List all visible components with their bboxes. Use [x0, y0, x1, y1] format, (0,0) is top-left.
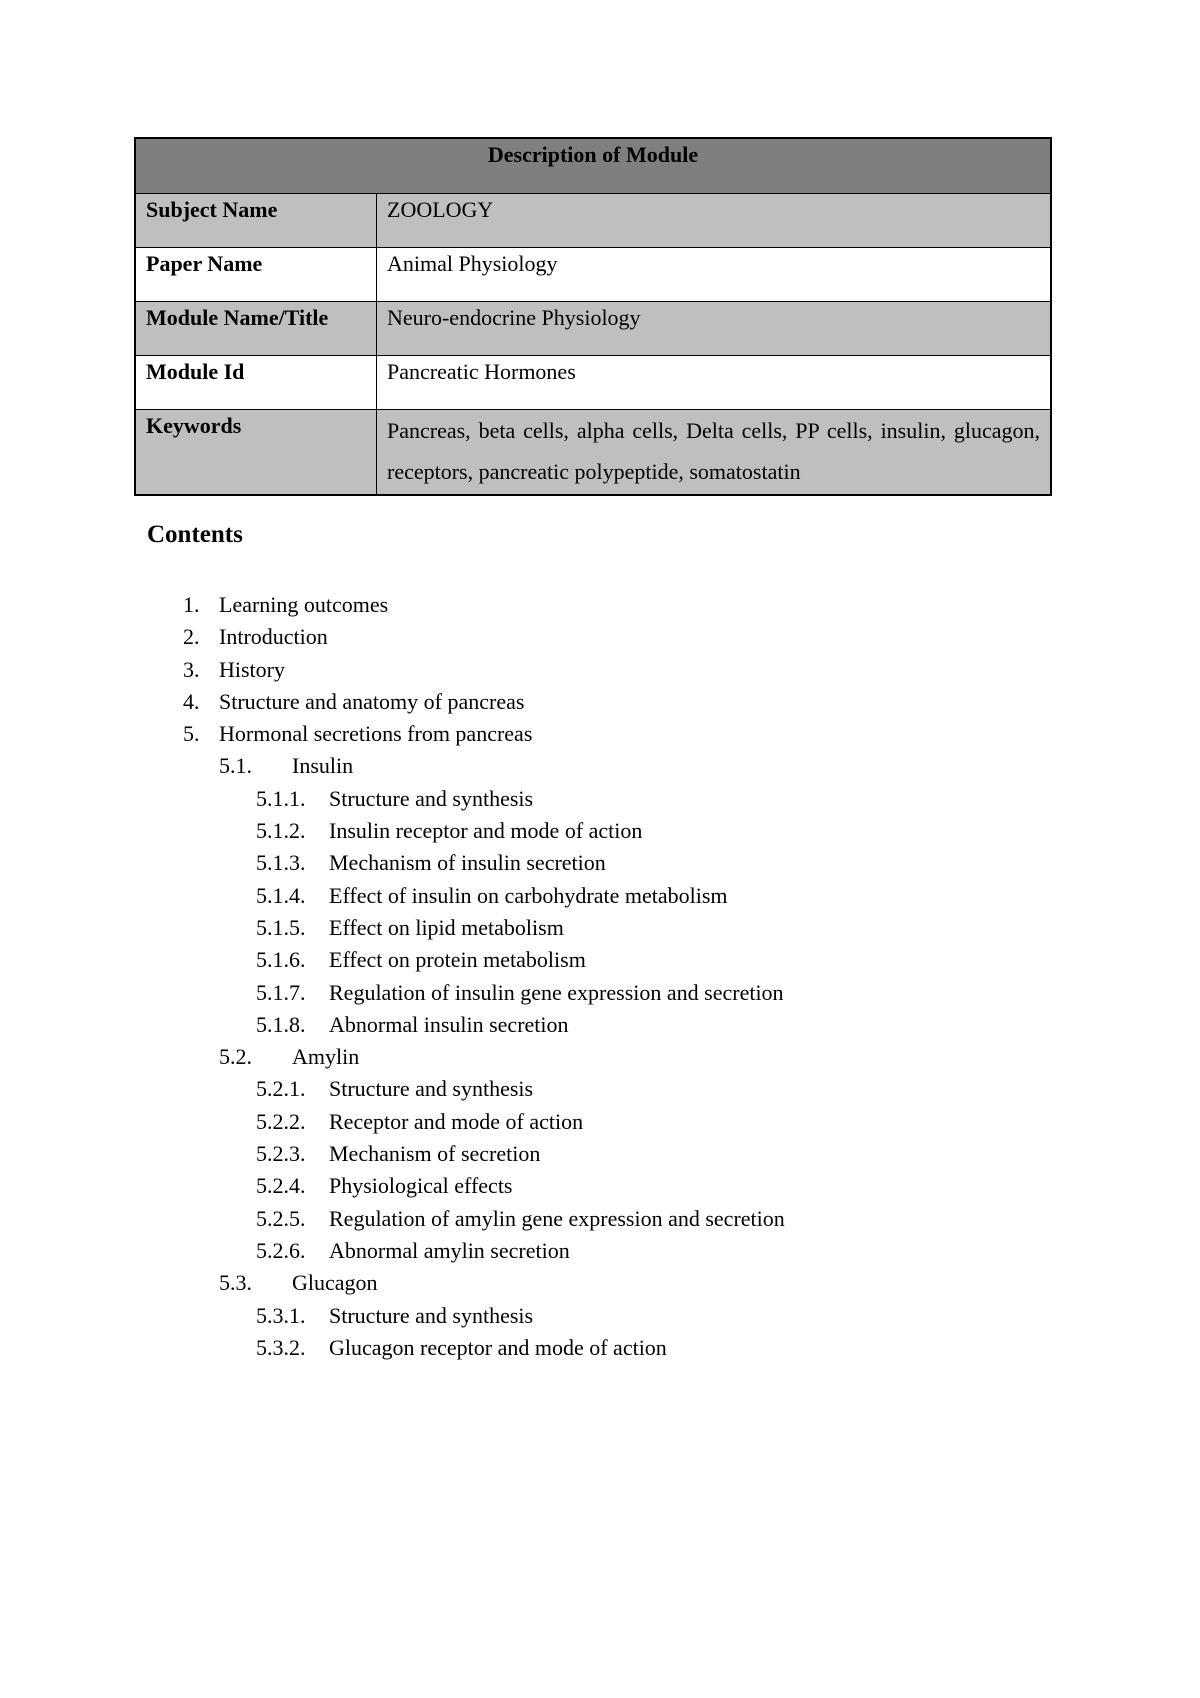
- toc-item-text: Abnormal insulin secretion: [329, 1011, 569, 1037]
- keywords-value: Pancreas, beta cells, alpha cells, Delta cells, PP cells, insulin, glucagon, receptors, pancreatic polypeptide, somatostatin: [377, 410, 1052, 496]
- table-row: [135, 410, 1051, 496]
- toc-item-text: Receptor and mode of action: [329, 1108, 584, 1134]
- toc-item-text: Effect on lipid metabolism: [329, 914, 564, 940]
- module-title-label: Module Name/Title: [135, 302, 377, 356]
- toc-item-number: 5.3.2.: [256, 1334, 306, 1360]
- toc-item-number: 5.1.1.: [256, 785, 306, 811]
- toc-item-number: 5.2.1.: [256, 1076, 306, 1102]
- toc-item-number: 5.1.4.: [256, 882, 306, 908]
- module-id-value: Pancreatic Hormones: [377, 356, 1052, 410]
- module-id-label: Module Id: [135, 356, 377, 410]
- toc-item-text: Effect of insulin on carbohydrate metabolism: [329, 882, 728, 908]
- toc-item-text: Learning outcomes: [219, 592, 389, 617]
- table-row: [135, 194, 1051, 248]
- toc-item-number: 5.1.8.: [256, 1011, 306, 1037]
- module-description-table: [134, 137, 1052, 496]
- toc-item-text: Structure and synthesis: [329, 1302, 534, 1328]
- toc-item-number: 2.: [183, 624, 200, 650]
- toc-item-number: 5.1.: [219, 753, 252, 779]
- toc-item-number: 5.2.: [219, 1044, 252, 1070]
- toc-item-number: 5.3.1.: [256, 1302, 306, 1328]
- toc-item-text: Structure and synthesis: [329, 785, 534, 811]
- module-title-value: Neuro-endocrine Physiology: [377, 302, 1052, 356]
- table-row: [135, 248, 1051, 302]
- toc-item-text: Physiological effects: [329, 1173, 513, 1199]
- keywords-label: Keywords: [135, 410, 377, 496]
- toc-item-number: 5.1.5.: [256, 914, 306, 940]
- toc-item-number: 5.2.3.: [256, 1141, 306, 1167]
- toc-item-number: 5.2.4.: [256, 1173, 306, 1199]
- contents-heading: Contents: [147, 521, 243, 548]
- table-row: [135, 356, 1051, 410]
- toc-item-number: 3.: [183, 656, 200, 682]
- toc-item-number: 5.1.7.: [256, 979, 306, 1005]
- toc-item-text: Insulin receptor and mode of action: [329, 818, 643, 844]
- toc-item-number: 5.3.: [219, 1270, 252, 1296]
- toc-item-text: Glucagon: [292, 1270, 378, 1296]
- toc-item-text: Hormonal secretions from pancreas: [219, 721, 533, 747]
- toc-item-text: Structure and anatomy of pancreas: [219, 688, 525, 714]
- toc-item-number: 5.2.6.: [256, 1237, 306, 1263]
- toc-item-text: Effect on protein metabolism: [329, 947, 586, 973]
- toc-item-number: 5.1.6.: [256, 947, 306, 973]
- paper-name-value: Animal Physiology: [377, 248, 1052, 302]
- toc-item-text: Glucagon receptor and mode of action: [329, 1334, 667, 1360]
- subject-name-label: Subject Name: [135, 194, 377, 248]
- toc-item-text: History: [219, 656, 285, 682]
- toc-item-number: 5.1.2.: [256, 818, 306, 844]
- toc-item-text: Abnormal amylin secretion: [329, 1237, 570, 1263]
- toc-item-number: 4.: [183, 688, 200, 714]
- subject-name-value: ZOOLOGY: [377, 194, 1052, 248]
- toc-item-text: Structure and synthesis: [329, 1076, 534, 1102]
- toc-item-number: 5.2.5.: [256, 1205, 306, 1231]
- toc-item-text: Amylin: [292, 1044, 360, 1070]
- toc-item-number: 5.: [183, 721, 200, 747]
- toc-item-text: Introduction: [219, 624, 328, 650]
- paper-name-label: Paper Name: [135, 248, 377, 302]
- table-row: [135, 302, 1051, 356]
- toc-item-text: Mechanism of secretion: [329, 1141, 541, 1167]
- toc-item-number: 5.2.2.: [256, 1108, 306, 1134]
- toc-item-number: 1.: [183, 592, 200, 617]
- table-header: Description of Module: [135, 138, 1051, 194]
- toc-item-text: Insulin: [292, 753, 354, 779]
- toc-item-number: 5.1.3.: [256, 850, 306, 876]
- toc-item-text: Regulation of amylin gene expression and secretion: [329, 1205, 785, 1231]
- toc-item-text: Regulation of insulin gene expression and secretion: [329, 979, 784, 1005]
- toc-item-text: Mechanism of insulin secretion: [329, 850, 606, 876]
